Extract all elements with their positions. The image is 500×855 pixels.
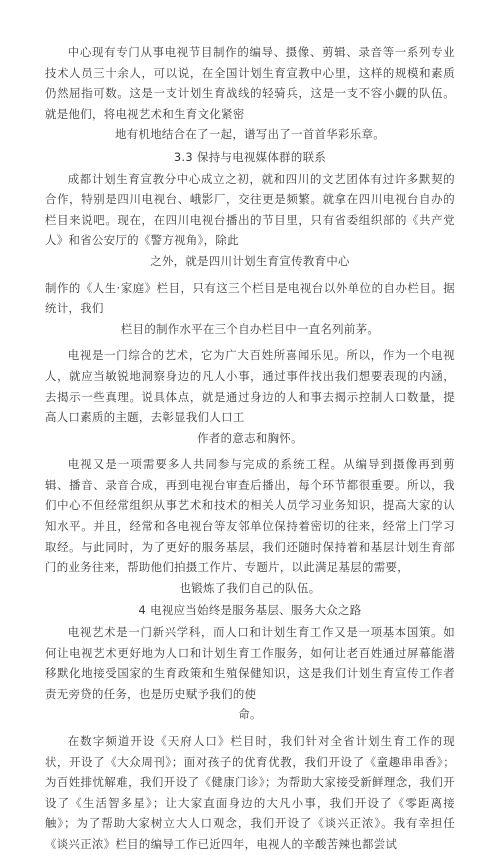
paragraph-line: 作者的意志和胸怀。 — [197, 430, 303, 445]
section-heading: 3.3 保持与电视媒体群的联系 — [173, 149, 327, 164]
paragraph: 中心现有专门从事电视节目制作的编导、摄像、剪辑、录音等一系列专业技术人员三十余人，可以说，在全国计划生育宣教中心里，这样的规模和素质仍然屈指可数。这是一支计划生育战线的轻骑兵，这是一支不容小觑的队伍。就是他们，将电视艺术和生育文化紧密 — [45, 45, 455, 121]
paragraph-line: 命。 — [238, 707, 262, 722]
paragraph: 电视艺术是一门新兴学科，而人口和计划生育工作又是一项基本国策。如何让电视艺术更好地为人口和计划生育工作服务，如何让老百姓通过屏幕能潜移默化地接受国家的生育政策和生殖保健知识，这是我们计划生育宣传工作者责无旁贷的任务，也是历史赋予我们的使 — [45, 625, 455, 701]
paragraph-line: 之外，就是四川计划生育宣传教育中心 — [150, 253, 350, 268]
paragraph: 电视又是一项需要多人共同参与完成的系统工程。从编导到摄像再到剪辑、播音、录音合成，再到电视台审查后播出，每个环节都很重要。所以，我们中心不但经常组织从事艺术和技术的相关人员学习业务知识，提高大家的认知水平。并且，经常和各电视台等友邻单位保持着密切的往来，经常上门学习取经。与此同时，为了更好的服务基层，我们还随时保持着和基层计划生育部门的业务往来，帮助他们拍摄工作片、专题片，以此满足基层的需要， — [45, 457, 455, 575]
paragraph: 电视是一门综合的艺术，它为广大百姓所喜闻乐见。所以，作为一个电视人，就应当敏锐地洞察身边的凡人小事，通过事件找出我们想要表现的内涵，去揭示一些真理。说具体点，就是通过身边的人和事去揭示控制人口数量，提高人口素质的主题，去彰显我们人口工 — [45, 348, 455, 425]
paragraph-line: 栏目的制作水平在三个自办栏目中一直名列前茅。 — [120, 321, 380, 336]
paragraph: 在数字频道开设《天府人口》栏目时，我们针对全省计划生育工作的现状，开设了《大众周刊》；面对孩子的优育优教，我们开设了《童趣串串香》；为百姓排忧解难，我们开设了《健康门诊》；为帮助大家接受新鲜理念，我们开设了《生活智多星》；让大家直面身边的大凡小事，我们开设了《零距离接触》；为了帮助大家树立大人口观念，我们开设了《谈兴正浓》。我有幸担任《谈兴正浓》栏目的编导工作已近四年，电视人的辛酸苦辣也都尝试 — [45, 734, 455, 851]
paragraph-line: 地有机地结合在了一起，谱写出了一首首华彩乐章。 — [114, 127, 386, 142]
paragraph: 成都计划生育宣教分中心成立之初，就和四川的文艺团体有过许多默契的合作，特别是四川电视台、峨影厂，交往更是频繁。就拿在四川电视台自办的栏目来说吧。现在，在四川电视台播出的节目里，只有省委组织部的《共产党人》和省公安厅的《警方视角》，除此 — [45, 171, 455, 248]
section-heading: 4 电视应当始终是服务基层、服务大众之路 — [138, 603, 362, 618]
paragraph-line: 也锻炼了我们自己的队伍。 — [179, 580, 321, 595]
paragraph: 制作的《人生·家庭》栏目，只有这三个栏目是电视台以外单位的自办栏目。据统计，我们 — [45, 280, 455, 316]
